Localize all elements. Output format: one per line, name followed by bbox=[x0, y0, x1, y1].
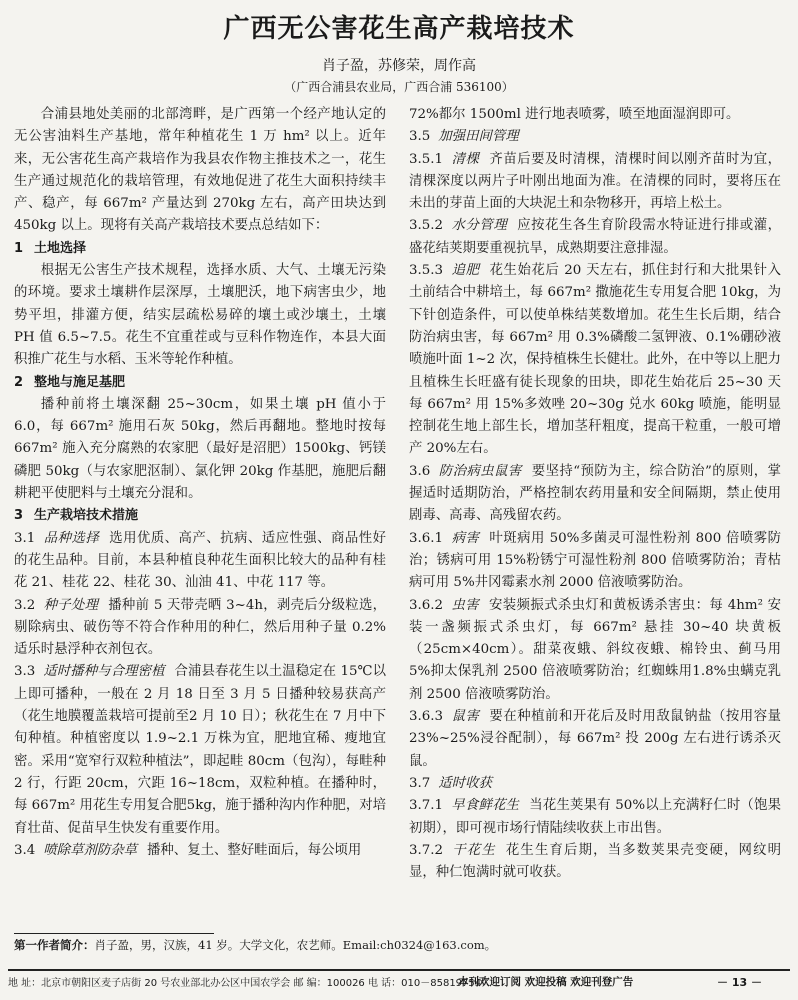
subsection-text: 花生生育后期，当多数荚果壳变硬，网纹明显，种仁饱满时就可收获。 bbox=[409, 842, 782, 881]
subsection-number: 3.5.2 bbox=[409, 218, 444, 234]
body-paragraph: 合浦县地处美丽的北部湾畔，是广西第一个经产地认定的无公害油料生产基地，常年种植花生 1 万 hm² 以上。近年来，无公害花生高产栽培作为我县农作物主推技术之一，花生生产通过规范化的栽培管理，有效地促进了花生大面积持续丰产、稳产，每 667m² 产量达到 270kg 左右，高产田块达到 450kg 以上。现将有关高产栽培技术要点总结如下： bbox=[14, 107, 386, 234]
section-heading bbox=[14, 372, 386, 394]
subsection-paragraph bbox=[14, 528, 386, 595]
subsection-number: 3.5.3 bbox=[409, 263, 444, 279]
subsection-text: 应按花生各生育阶段需水特证进行排或灌，盛花结荚期要重视抗旱，成熟期要注意排湿。 bbox=[409, 218, 782, 256]
subsection-label: 早食鲜花生 bbox=[451, 798, 520, 814]
section-number: 3 bbox=[14, 508, 24, 524]
left-column bbox=[14, 104, 386, 862]
subsection-text: 安装频振式杀虫灯和黄板诱杀害虫：每 4hm² 安装一盏频振式杀虫灯，每 667m² 悬挂 30~40 块黄板（25cm×40cm）。甜菜夜蛾、斜纹夜蛾、棉铃虫、蓟马用 5%抑太保乳剂 2500 倍液喷雾防治；红蜘蛛用1.8%虫螨克乳剂 2500 倍液喷雾防治。 bbox=[409, 597, 782, 702]
journal-promo: 本刊欢迎订阅 欢迎投稿 欢迎刊登广告 bbox=[458, 976, 634, 988]
subsection-label: 追肥 bbox=[451, 263, 480, 279]
section-heading bbox=[14, 505, 386, 527]
subsection-number: 3.6.2 bbox=[409, 597, 444, 613]
body-paragraph: 72%都尔 1500ml 进行地表喷雾，喷至地面湿润即可。 bbox=[409, 107, 740, 122]
subsection-label: 适时播种与合理密植 bbox=[43, 664, 165, 680]
subsection-paragraph bbox=[409, 126, 781, 148]
subsection-number: 3.2 bbox=[14, 597, 36, 613]
subsection-text: 当花生荚果有 50%以上充满籽仁时（饱果初期），即可视市场行情陆续收获上市出售。 bbox=[409, 798, 781, 836]
article-title: 广西无公害花生高产栽培技术 bbox=[223, 14, 575, 44]
subsection-text: 要坚持“预防为主，综合防治”的原则，掌握适时适期防治，严格控制农药用量和安全间隔期，禁止使用剧毒、高毒、高残留农药。 bbox=[409, 463, 781, 524]
subsection-label: 适时收获 bbox=[438, 775, 492, 791]
subsection-label: 鼠害 bbox=[451, 709, 480, 725]
subsection-number: 3.7.2 bbox=[409, 842, 444, 858]
subsection-paragraph bbox=[409, 840, 781, 885]
subsection-paragraph bbox=[14, 595, 386, 662]
subsection-label: 水分管理 bbox=[451, 218, 508, 234]
article-affiliation: （广西合浦县农业局，广西合浦 536100） bbox=[284, 80, 514, 94]
body-paragraph: 根据无公害生产技术规程，选择水质、大气、土壤无污染的环境。要求土壤耕作层深厚，土壤肥沃，地下病害虫少，地势平坦，排灌方便，结实层疏松易碎的壤土或沙壤土，土壤 PH 值 6.5~7.5。花生不宜重茬或与豆科作物连作，本县大面积推广花生与水稻、玉米等轮作种植。 bbox=[14, 263, 386, 368]
section-title: 整地与施足基肥 bbox=[34, 374, 126, 390]
subsection-text: 齐苗后要及时清棵，清棵时间以刚齐苗时为宜，清棵深度以两片子叶刚出地面为准。在清棵的同时，要将压在未出的芽苗上面的大块泥土和杂物移开，再培上松土。 bbox=[409, 151, 782, 212]
section-title: 生产栽培技术措施 bbox=[34, 508, 139, 524]
subsection-paragraph bbox=[409, 773, 781, 795]
section-title: 土地选择 bbox=[34, 240, 87, 256]
article-authors: 肖子盈，苏修荣，周作高 bbox=[322, 58, 476, 74]
subsection-label: 虫害 bbox=[451, 597, 480, 613]
subsection-text: 选用优质、高产、抗病、适应性强、商品性好的花生品种。目前，本县种植良种花生面积比较大的品种有桂花 21、桂花 22、桂花 30、汕油 41、中花 117 等。 bbox=[14, 530, 387, 591]
page-number: － 13 － bbox=[717, 976, 762, 989]
subsection-label: 防治病虫鼠害 bbox=[438, 463, 522, 479]
subsection-number: 3.5 bbox=[409, 129, 431, 145]
subsection-label: 病害 bbox=[451, 530, 480, 546]
subsection-paragraph bbox=[409, 528, 781, 595]
subsection-paragraph bbox=[14, 840, 386, 862]
subsection-paragraph bbox=[409, 215, 781, 260]
subsection-text: 要在种植前和开花后及时用敌鼠钠盐（按用容量 23%~25%浸谷配制），每 667m² 投 200g 左右进行诱杀灭鼠。 bbox=[409, 709, 782, 769]
author-footnote bbox=[14, 937, 496, 953]
subsection-paragraph bbox=[409, 795, 781, 840]
section-number: 1 bbox=[14, 240, 24, 256]
section-heading bbox=[14, 238, 386, 260]
subsection-text: 播种前 5 天带壳晒 3~4h，剥壳后分级粒选，剔除病虫、破伤等不符合作种用的种仁，然后用种子量 0.2%适乐时悬浮种衣剂包衣。 bbox=[14, 597, 387, 658]
footnote-divider bbox=[14, 933, 214, 934]
subsection-number: 3.3 bbox=[14, 664, 36, 680]
subsection-label: 清棵 bbox=[451, 151, 480, 167]
subsection-number: 3.6.3 bbox=[409, 709, 444, 725]
subsection-text: 叶斑病用 50%多菌灵可湿性粉剂 800 倍喷雾防治；锈病可用 15%粉锈宁可湿性粉剂 800 倍喷雾防治；青枯病可用 5%井冈霉素水剂 2000 倍液喷雾防治。 bbox=[409, 530, 782, 591]
subsection-paragraph bbox=[409, 461, 781, 528]
bottom-divider bbox=[8, 969, 790, 971]
body-paragraph: 播种前将土壤深翻 25~30cm，如果土壤 pH 值小于 6.0，每 667m² 施用石灰 50kg，然后再翻地。整地时按每 667m² 施入充分腐熟的农家肥（最好是沼肥）1500kg、钙镁磷肥 50kg（与农家肥沤制）、氯化钾 20kg 作基肥，施肥后翻耕耙平使肥料与土壤充分混和。 bbox=[14, 396, 386, 502]
subsection-label: 品种选择 bbox=[43, 530, 100, 546]
right-column bbox=[409, 104, 781, 884]
subsection-label: 喷除草剂防杂草 bbox=[43, 842, 138, 858]
subsection-label: 干花生 bbox=[451, 842, 496, 858]
footnote-label: 第一作者简介： bbox=[14, 938, 95, 952]
subsection-label: 种子处理 bbox=[43, 597, 99, 613]
subsection-label: 加强田间管理 bbox=[438, 129, 519, 145]
subsection-text: 合浦县春花生以土温稳定在 15℃以上即可播种，一般在 2 月 18 日至 3 月 5 日播种较易获高产（花生地膜覆盖栽培可提前至2 月 10 日）；秋花生在 7 月中下旬种植。种植密度以 1.9~2.1 万株为宜，肥地宜稀、瘦地宜密。采用“宽窄行双粒种植法”，即起畦 80cm（包沟），每畦种 2 行，行距 20cm，穴距 16~18cm，双粒种植。在播种时，每 667m² 用花生专用复合肥5kg，施于播种沟内作种肥，对培育壮苗、促苗早生快发有重要作用。 bbox=[14, 664, 386, 836]
subsection-number: 3.7.1 bbox=[409, 798, 444, 814]
subsection-number: 3.6.1 bbox=[409, 530, 444, 546]
subsection-number: 3.6 bbox=[409, 463, 431, 479]
subsection-paragraph bbox=[409, 260, 781, 461]
subsection-number: 3.7 bbox=[409, 775, 431, 791]
subsection-number: 3.5.1 bbox=[409, 151, 444, 167]
subsection-paragraph bbox=[409, 149, 781, 216]
subsection-paragraph bbox=[14, 661, 386, 839]
subsection-number: 3.4 bbox=[14, 842, 36, 858]
subsection-text: 花生始花后 20 天左右，抓住封行和大批果针入土前结合中耕培土，每 667m² 撒施花生专用复合肥 10kg，为下针创造条件，可以使单株结荚数增加。花生生长后期，结合防治病虫害，每 667m² 用 0.3%磷酸二氢钾液、0.1%硼砂液喷施叶面 1~2 次，保持植株生长健壮。此外，在中等以上肥力且植株生长旺盛有徒长现象的田块，即花生始花后 25~30 天每 667m² 用 15%多效唑 20~30g 兑水 60kg 喷施，能明显控制花生地上部生长，增加茎秆粗度，提高干粒重，一般可增产 20%左右。 bbox=[409, 263, 781, 457]
subsection-text: 播种、复土、整好畦面后，每公顷用 bbox=[147, 842, 362, 858]
footnote-text: 肖子盈，男，汉族，41 岁。大学文化，农艺师。Email:ch0324@163.com。 bbox=[94, 938, 497, 952]
journal-address: 地 址：北京市朝阳区麦子店街 20 号农业部北办公区中国农学会 邮 编：100026 电 话：010－85819754 bbox=[8, 978, 482, 989]
subsection-paragraph bbox=[409, 595, 781, 706]
subsection-paragraph bbox=[409, 706, 781, 773]
section-number: 2 bbox=[14, 374, 24, 390]
subsection-number: 3.1 bbox=[14, 530, 36, 546]
